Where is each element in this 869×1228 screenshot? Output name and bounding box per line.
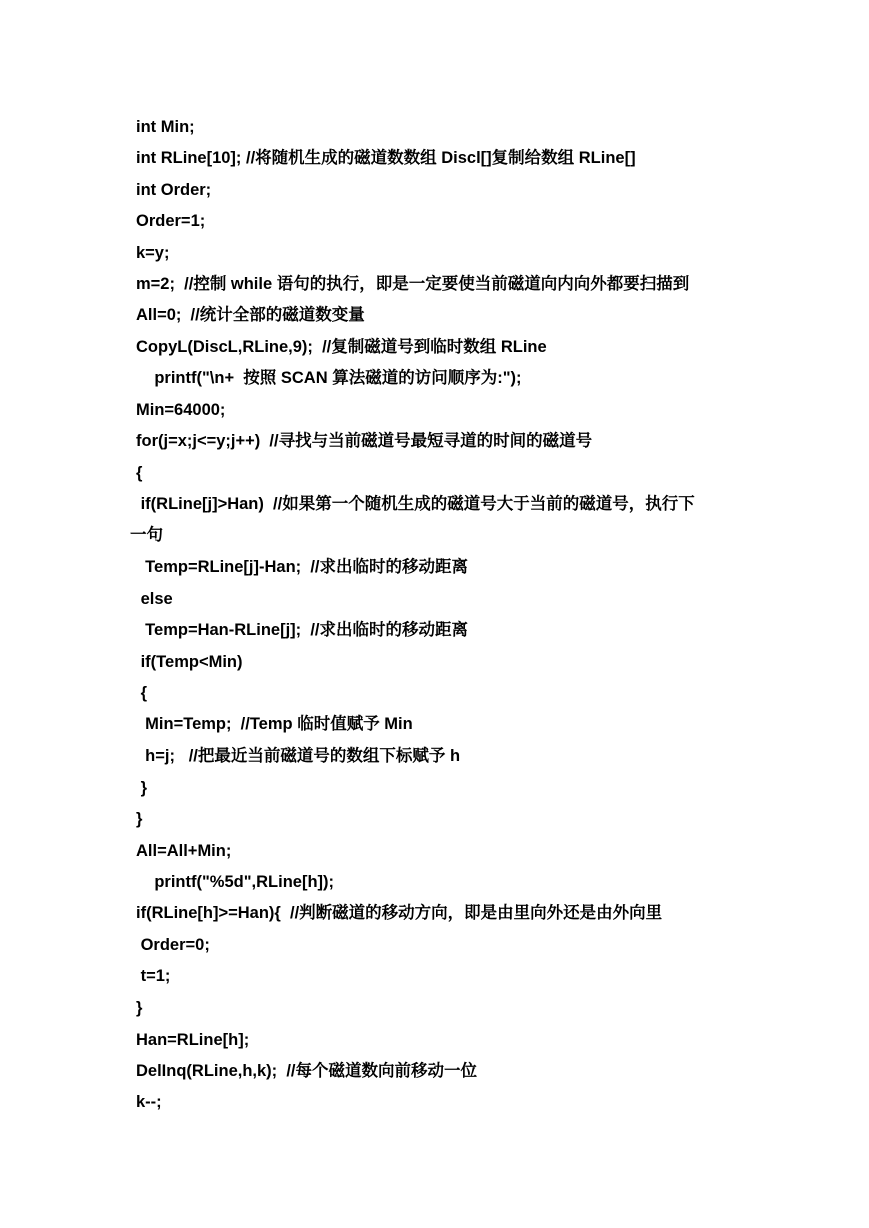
code-line: Temp=RLine[j]-Han; //求出临时的移动距离 [136, 558, 468, 576]
code-line: k=y; [136, 244, 170, 262]
code-line: } [136, 999, 143, 1017]
code-line: h=j; //把最近当前磁道号的数组下标赋予 h [136, 747, 461, 765]
code-line: int Min; [136, 118, 195, 136]
code-line: else [136, 590, 173, 608]
code-line: m=2; //控制 while 语句的执行，即是一定要使当前磁道向内向外都要扫描到 [136, 275, 690, 293]
code-line: int RLine[10]; //将随机生成的磁道数数组 Discl[]复制给数组 RLine[] [136, 149, 636, 167]
code-line: if(RLine[h]>=Han){ //判断磁道的移动方向，即是由里向外还是由外向里 [136, 904, 663, 922]
code-line: { [136, 464, 143, 482]
code-line: { [136, 684, 148, 702]
code-line: } [136, 810, 143, 828]
code-line: 一句 [130, 526, 163, 544]
code-line: CopyL(DiscL,RLine,9); //复制磁道号到临时数组 RLine [136, 338, 547, 356]
code-line: All=0; //统计全部的磁道数变量 [136, 306, 365, 324]
code-line: DelInq(RLine,h,k); //每个磁道数向前移动一位 [136, 1062, 477, 1080]
code-line: All=All+Min; [136, 842, 232, 860]
code-line: Order=0; [136, 936, 210, 954]
code-line: for(j=x;j<=y;j++) //寻找与当前磁道号最短寻道的时间的磁道号 [136, 432, 593, 450]
code-line: Temp=Han-RLine[j]; //求出临时的移动距离 [136, 621, 468, 639]
code-line: Min=64000; [136, 401, 226, 419]
code-line: Min=Temp; //Temp 临时值赋予 Min [136, 715, 413, 733]
code-line: t=1; [136, 967, 171, 985]
code-line: if(RLine[j]>Han) //如果第一个随机生成的磁道号大于当前的磁道号，执行下 [136, 495, 695, 513]
code-line: k--; [136, 1093, 162, 1111]
code-line: Order=1; [136, 212, 206, 230]
code-line: int Order; [136, 181, 212, 199]
code-line: Han=RLine[h]; [136, 1031, 250, 1049]
code-line: printf("\n+ 按照 SCAN 算法磁道的访问顺序为:"); [136, 369, 522, 387]
code-line: if(Temp<Min) [136, 653, 243, 671]
code-line: } [136, 779, 148, 797]
code-line: printf("%5d",RLine[h]); [136, 873, 335, 891]
